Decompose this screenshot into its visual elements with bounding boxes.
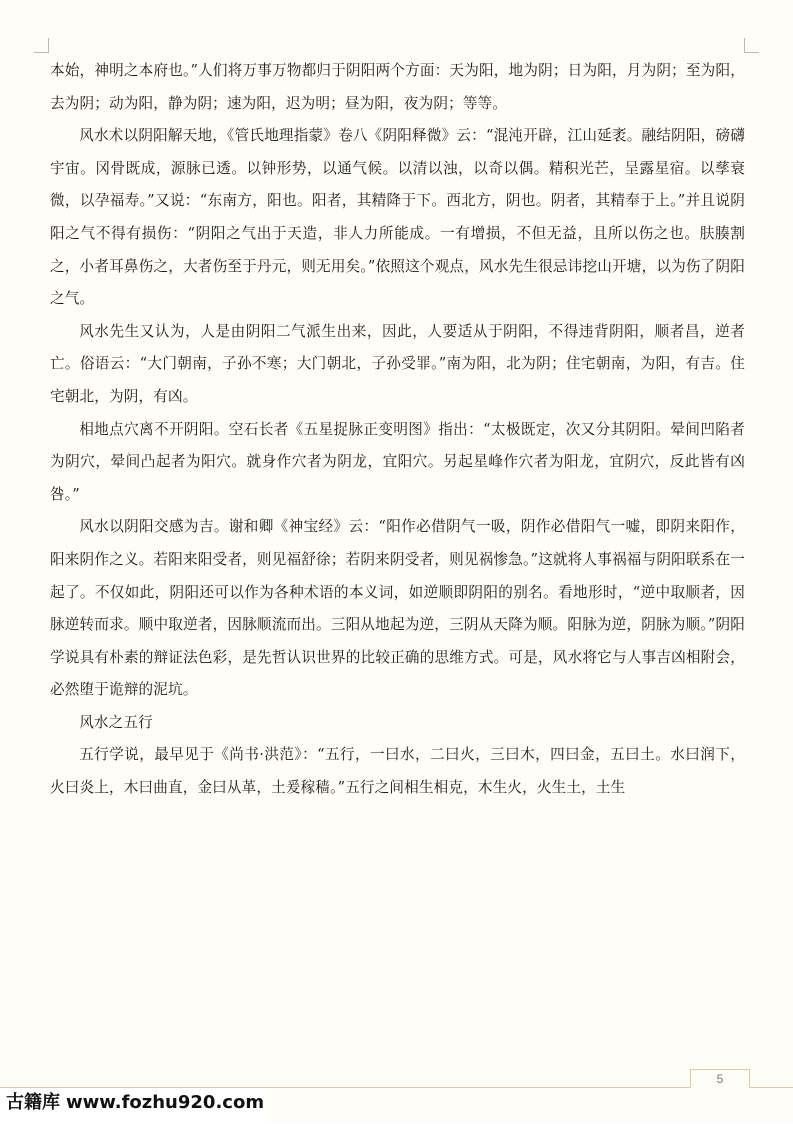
site-watermark	[0, 1088, 266, 1124]
watermark-brand: 古籍库	[6, 1092, 60, 1113]
watermark-url: www.fozhu920.com	[66, 1092, 265, 1113]
paragraph: 风水以阴阳交感为吉。谢和卿《神宝经》云：“阳作必借阴气一吸，阴作必借阳气一嘘，即阴来阳作，阳来阴作之义。若阳来阳受者，则见福舒徐；若阴来阴受者，则见祸惨急。”这就将人事祸福与阴阳联系在一起了。不仅如此，阴阳还可以作为各种术语的本义词，如逆顺即阴阳的别名。看地形时，“逆中取顺者，因脉逆转而求。顺中取逆者，因脉顺流而出。三阳从地起为逆，三阴从天降为顺。阳脉为逆，阴脉为顺。”阴阳学说具有朴素的辩证法色彩，是先哲认识世界的比较正确的思维方式。可是，风水将它与人事吉凶相附会，必然堕于诡辩的泥坑。	[50, 518, 745, 699]
paragraph: 五行学说，最早见于《尚书·洪范》：“五行，一曰水，二曰火，三曰木，四曰金，五曰土。水曰润下，火曰炎上，木曰曲直，金曰从革，土爰稼穑。”五行之间相生相克，木生火，火生土，土生	[50, 746, 745, 797]
paragraph: 风水术以阴阳解天地，《管氏地理指蒙》卷八《阴阳释微》云：“混沌开辟，江山延袤。融结阴阳，磅礴宇宙。冈骨既成，源脉已透。以钟形势，以通气候。以清以浊，以奇以偶。精积光芒，呈露星宿。以孳衰微，以孕福寿。”又说：“东南方，阳也。阳者，其精降于下。西北方，阴也。阴者，其精奉于上。”并且说阴阳之气不得有损伤：“阴阳之气出于天造，非人力所能成。一有增损，不但无益，且所以伤之也。肤腠割之，小者耳鼻伤之，大者伤至于丹元，则无用矣。”依照这个观点，风水先生很忌讳挖山开塘，以为伤了阴阳之气。	[50, 127, 745, 308]
page-number: 5	[690, 1069, 750, 1088]
paragraph-continuation: 本始，神明之本府也。”人们将万事万物都归于阴阳两个方面：天为阳，地为阴；日为阳，月为阴；至为阳，去为阴；动为阳，静为阴；速为阳，迟为明；昼为阳，夜为阴；等等。	[50, 62, 745, 112]
paragraph: 相地点穴离不开阴阳。空石长者《五星捉脉正变明图》指出：“太极既定，次又分其阴阳。晕间凹陷者为阴穴，晕间凸起者为阳穴。就身作穴者为阴龙，宜阳穴。另起星峰作穴者为阳龙，宜阴穴，反此皆有凶咎。”	[50, 420, 745, 503]
corner-crop-mark	[34, 38, 49, 53]
corner-crop-mark	[744, 38, 759, 53]
document-body	[50, 55, 745, 805]
paragraph: 风水先生又认为，人是由阴阳二气派生出来，因此，人要适从于阴阳，不得违背阴阳，顺者昌，逆者亡。俗语云：“大门朝南，子孙不寒；大门朝北，子孙受罪。”南为阳，北为阴；住宅朝南，为阳，有吉。住宅朝北，为阴，有凶。	[50, 322, 745, 405]
section-heading: 风水之五行	[79, 713, 153, 731]
